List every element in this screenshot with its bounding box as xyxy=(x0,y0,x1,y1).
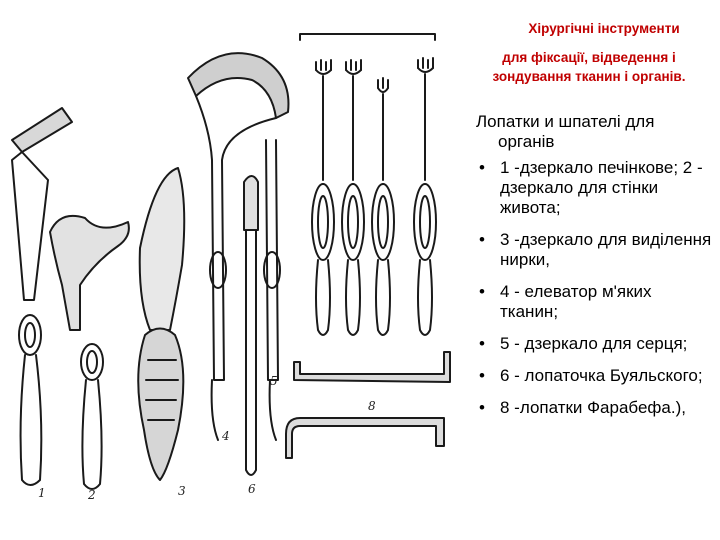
bullet-icon: • xyxy=(479,282,485,301)
list-item-text: 8 -лопатки Фарабефа.), xyxy=(500,398,686,417)
list-item-text: 4 - елеватор м'яких тканин; xyxy=(500,282,652,321)
list-item-text: 6 - лопаточка Буяльского; xyxy=(500,366,703,385)
bullet-icon: • xyxy=(479,398,485,417)
figure-label-1: 1 xyxy=(38,486,46,500)
instrument-list xyxy=(476,158,712,418)
bullet-icon: • xyxy=(479,230,485,249)
slide-title-line-1: Хірургічні інструменти xyxy=(528,21,680,36)
list-item xyxy=(476,230,712,270)
figure-label-5: 5 xyxy=(270,374,278,388)
instrument-list-panel xyxy=(476,112,712,430)
figure-label-6: 6 xyxy=(248,482,256,496)
instrument-1-liver-retractor xyxy=(12,108,72,485)
list-item xyxy=(476,282,712,322)
list-item-text: 3 -дзеркало для виділення нирки, xyxy=(500,230,712,269)
figure-label-2: 2 xyxy=(88,488,96,502)
figure-label-4: 4 xyxy=(222,429,230,443)
list-item xyxy=(476,334,712,354)
slide-title xyxy=(474,18,704,86)
bullet-icon: • xyxy=(479,158,485,177)
list-item-text: 5 - дзеркало для серця; xyxy=(500,334,688,353)
slide-title-line-2: для фіксації, відведення і зондування тканин і органів. xyxy=(492,50,686,84)
instrument-3-kidney-retractor xyxy=(138,168,184,480)
list-item xyxy=(476,366,712,386)
figure-label-3: 3 xyxy=(178,484,186,498)
list-item xyxy=(476,158,712,218)
retractor-hooks-group xyxy=(300,34,436,335)
bullet-icon: • xyxy=(479,366,485,385)
instrument-6-buyalsky-spatula xyxy=(244,176,258,475)
list-item xyxy=(476,398,712,418)
figure-label-8: 8 xyxy=(368,399,376,413)
list-item-text: 1 -дзеркало печінкове; 2 - дзеркало для стінки живота; xyxy=(500,158,703,217)
bullet-icon: • xyxy=(479,334,485,353)
instrument-2-abdominal-retractor xyxy=(50,216,129,489)
list-heading: Лопатки и шпателі для органів xyxy=(476,112,655,151)
